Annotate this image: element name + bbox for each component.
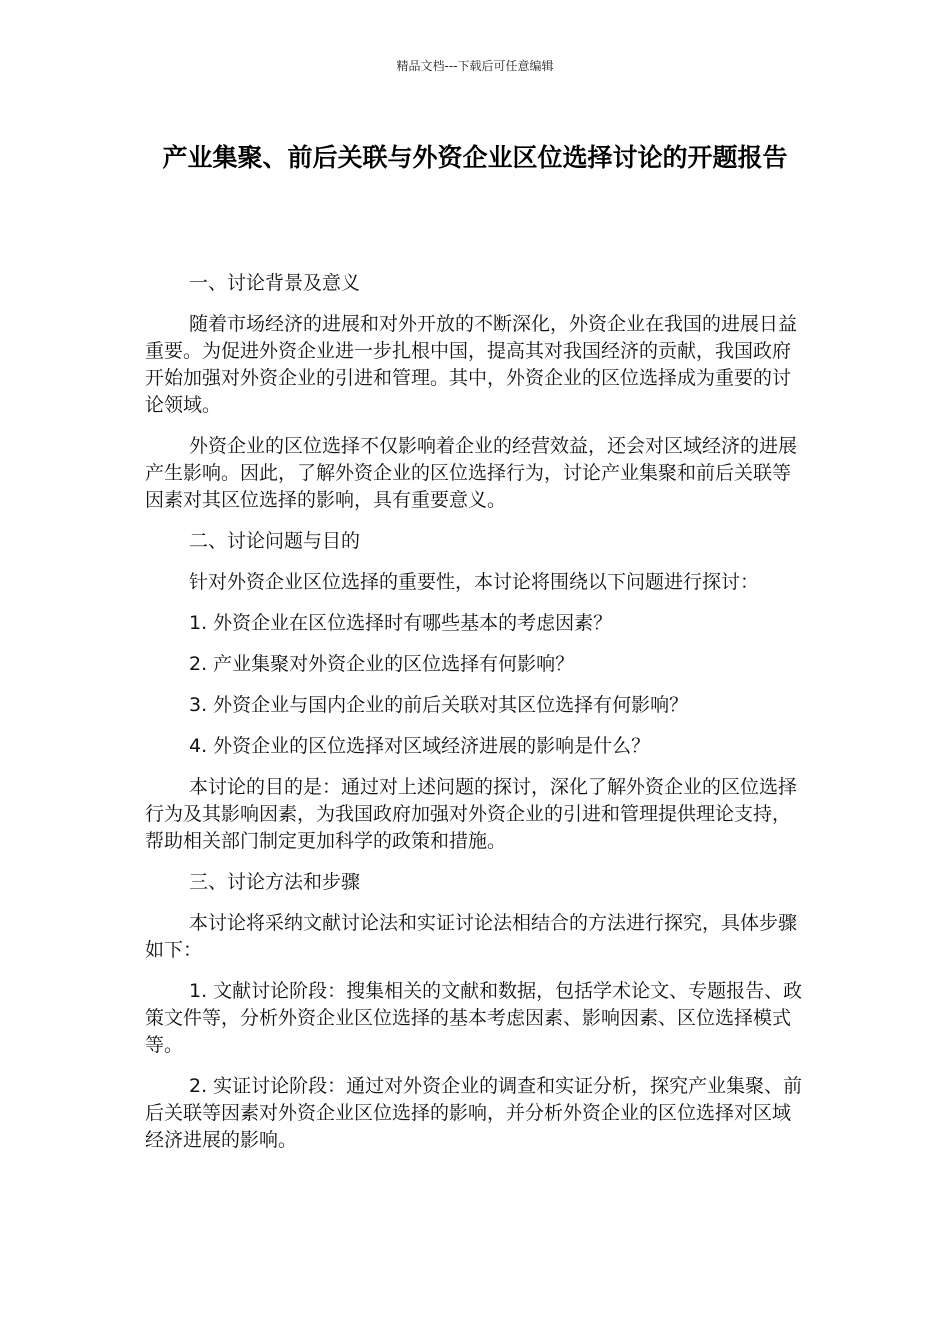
list-item: 2. 实证讨论阶段：通过对外资企业的调查和实证分析，探究产业集聚、前后关联等因素对外资企业区位选择的影响，并分析外资企业的区位选择对区域经济进展的影响。	[145, 1075, 803, 1151]
section-heading-background: 一、讨论背景及意义	[189, 272, 361, 294]
page-header: 精品文档---下载后可任意编辑	[396, 59, 554, 73]
paragraph: 本讨论将采纳文献讨论法和实证讨论法相结合的方法进行探究，具体步骤如下：	[145, 912, 798, 961]
section-heading-methods: 三、讨论方法和步骤	[189, 871, 361, 893]
paragraph: 外资企业的区位选择不仅影响着企业的经营效益，还会对区域经济的进展产生影响。因此，了解外资企业的区位选择行为，讨论产业集聚和前后关联等因素对其区位选择的影响，具有重要意义。	[145, 435, 798, 511]
document-body	[145, 270, 805, 1168]
document-title: 产业集聚、前后关联与外资企业区位选择讨论的开题报告	[162, 143, 788, 172]
list-item: 3. 外资企业与国内企业的前后关联对其区位选择有何影响？	[189, 694, 689, 716]
list-item: 1. 外资企业在区位选择时有哪些基本的考虑因素？	[189, 612, 613, 634]
paragraph: 随着市场经济的进展和对外开放的不断深化，外资企业在我国的进展日益重要。为促进外资企业进一步扎根中国，提高其对我国经济的贡献，我国政府开始加强对外资企业的引进和管理。其中，外资企业的区位选择成为重要的讨论领域。	[145, 313, 798, 416]
list-item: 1. 文献讨论阶段：搜集相关的文献和数据，包括学术论文、专题报告、政策文件等，分析外资企业区位选择的基本考虑因素、影响因素、区位选择模式等。	[145, 980, 803, 1056]
list-item: 4. 外资企业的区位选择对区域经济进展的影响是什么？	[189, 735, 651, 757]
paragraph: 针对外资企业区位选择的重要性，本讨论将围绕以下问题进行探讨：	[189, 571, 760, 593]
paragraph: 本讨论的目的是：通过对上述问题的探讨，深化了解外资企业的区位选择行为及其影响因素，为我国政府加强对外资企业的引进和管理提供理论支持，帮助相关部门制定更加科学的政策和措施。	[145, 776, 798, 852]
list-item: 2. 产业集聚对外资企业的区位选择有何影响？	[189, 653, 575, 675]
section-heading-questions: 二、讨论问题与目的	[189, 530, 361, 552]
